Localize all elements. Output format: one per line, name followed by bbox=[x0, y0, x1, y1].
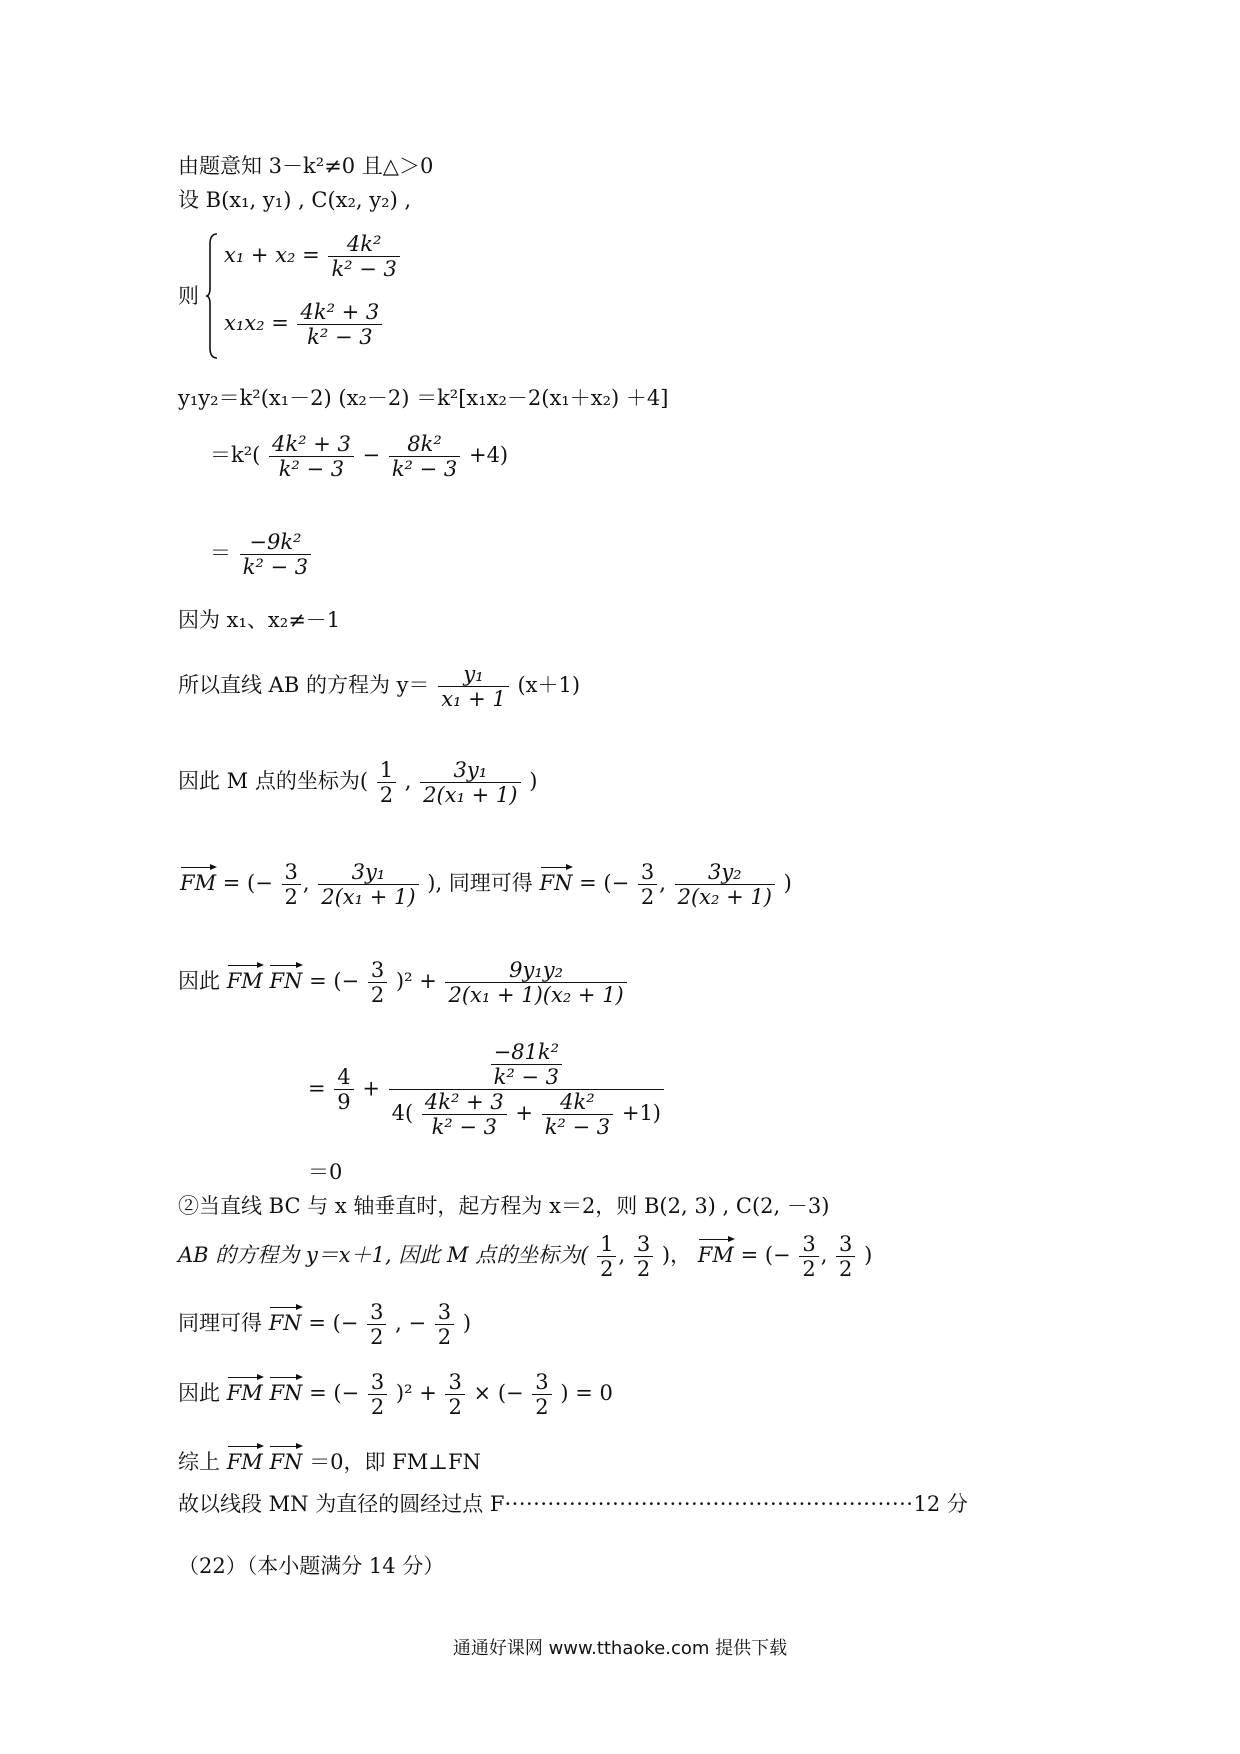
line-m-coordinates: 因此 M 点的坐标为( $\frac{1}{2}$ , $\frac{\text{3y₁}}{\text{2(x₁ + 1)}}$ ) bbox=[178, 758, 538, 808]
line-set-points: 设 B(x₁, y₁) , C(x₂, y₂) , bbox=[178, 188, 412, 212]
system-brace bbox=[205, 232, 219, 360]
line-y1y2-step: ＝k²( $\frac{\text{4k² + 3}}{\text{k² − 3}}$ − $\frac{\text{8k²}}{\text{k² − 3}}$ +4) bbox=[210, 432, 509, 482]
line-dot-product: 因此 FM FN = (− $\frac{3}{2}$ )² + $\frac{\text{9y₁y₂}}{\text{2(x₁ + 1)(x₂ + 1)}}$ bbox=[178, 958, 629, 1007]
system-eq-1: x₁ + x₂ = $\frac{\text{4k²}}{\text{k² − 3}}$ bbox=[224, 232, 402, 281]
line-y1y2-result: ＝ $\frac{\text{−9k²}}{\text{k² − 3}}$ bbox=[210, 530, 313, 579]
line-condition: 由题意知 3－k²≠0 且△＞0 bbox=[178, 154, 434, 178]
then-label: 则 bbox=[178, 284, 199, 308]
line-fm-fn-vectors: FM = (− $\frac{3}{2}$ , $\frac{\text{3y₁}}{\text{2(x₁ + 1)}}$ ), 同理可得 FN = (− $\frac{3}{2}$ , $\frac{\text{3y₂}}{\text{2(x₂ + 1)}}$ ) bbox=[180, 860, 792, 910]
line-final-result: 故以线段 MN 为直径的圆经过点 F·························································12 分 bbox=[178, 1492, 968, 1516]
line-dot-product-step: = $\frac{4}{9}$ + $\frac{\text{−81k²}}{\text{k² − 3}}$ 4( $\frac{\text{4k² + 3}}{\text{k² − 3}}$ + $\frac{\text{4k²}}{\text{k² − 3}}$ +1) bbox=[308, 1040, 666, 1140]
vector-fn: FN bbox=[540, 865, 573, 897]
system-eq-2: x₁x₂ = $\frac{\text{4k² + 3}}{\text{k² − 3}}$ bbox=[224, 300, 384, 349]
line-y1y2: y₁y₂＝k²(x₁－2) (x₂－2) ＝k²[x₁x₂－2(x₁＋x₂) ＋4] bbox=[178, 386, 669, 410]
line-ab-vertical-case: AB 的方程为 y＝x＋1, 因此 M 点的坐标为( $\frac{1}{2}$ , $\frac{3}{2}$ )， FM = (− $\frac{3}{2}$ , $\frac{3}{2}$ ) bbox=[178, 1232, 873, 1282]
line-dot-product-vertical: 因此 FM FN = (− $\frac{3}{2}$ )² + $\frac{3}{2}$ × (− $\frac{3}{2}$ ) = 0 bbox=[178, 1370, 613, 1420]
line-because: 因为 x₁、x₂≠－1 bbox=[178, 608, 341, 632]
line-equals-zero: ＝0 bbox=[308, 1160, 343, 1184]
score-label: 12 分 bbox=[913, 1492, 968, 1516]
line-case-vertical: ②当直线 BC 与 x 轴垂直时，起方程为 x＝2，则 B(2, 3) , C(2, －3) bbox=[178, 1194, 830, 1218]
line-conclusion: 综上 FM FN ＝0，即 FM⊥FN bbox=[178, 1444, 481, 1476]
vector-fm: FM bbox=[180, 865, 216, 897]
dot-leader: ························································· bbox=[504, 1492, 914, 1516]
line-fn-vertical-case: 同理可得 FN = (− $\frac{3}{2}$ , − $\frac{3}{2}$ ) bbox=[178, 1300, 472, 1350]
download-footer: 通通好课网 www.tthaoke.com 提供下载 bbox=[452, 1638, 788, 1659]
next-problem-heading: （22）（本小题满分 14 分） bbox=[178, 1554, 445, 1578]
line-ab-equation: 所以直线 AB 的方程为 y＝ $\frac{\text{y₁}}{\text{x₁ + 1}}$ (x＋1) bbox=[178, 662, 581, 712]
